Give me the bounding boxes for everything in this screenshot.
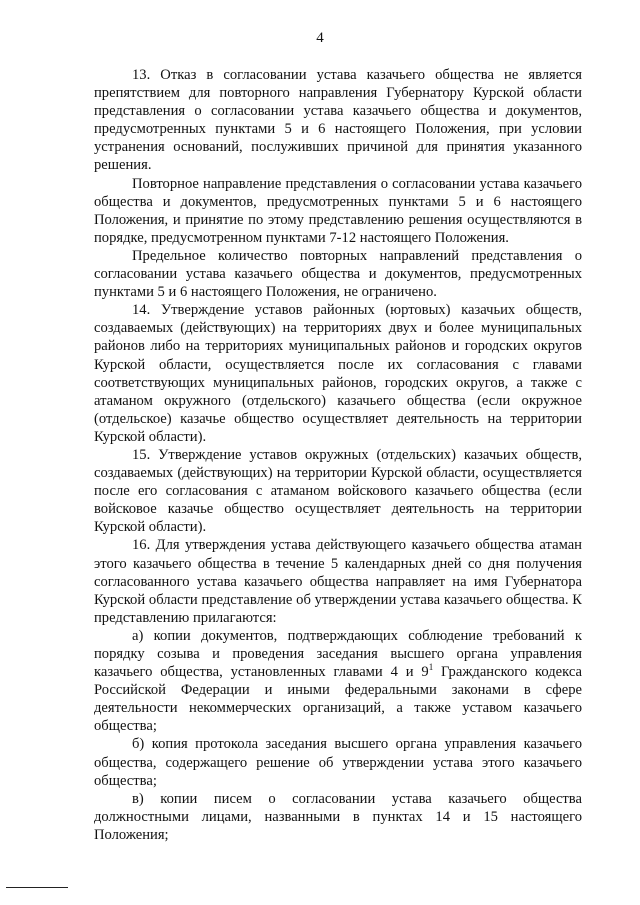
list-item-c: в) копии писем о согласовании устава казачьего общества должностными лицами, названными в пунктах 14 и 15 настоящего Положения;: [94, 790, 582, 843]
list-item-a-text: а) копии документов, подтверждающих соблюдение требований к порядку созыва и проведения заседания высшего органа управления казачьего общества, установленных главами 4 и 9: [94, 627, 582, 681]
footer-divider: [6, 887, 68, 888]
paragraph-14: 14. Утверждение уставов районных (юртовых) казачьих обществ, создаваемых (действующих) на территориях двух и более муниципальных районов либо на территориях муниципальных районов и городских округов Курской области, осуществляется после их согласования с главами соответствующих муниципальных районов, городских округов, а также с атаманом окружного (отдельского) казачьего общества (если окружное (отдельское) казачье общество осуществляет деятельность на территории Курской области).: [94, 302, 582, 445]
paragraph-submission-limit: Предельное количество повторных направлений представления о согласовании устава казачьего общества и документов, предусмотренных пунктами 5 и 6 настоящего Положения, не ограничено.: [94, 247, 582, 301]
paragraph-repeat-submission: Повторное направление представления о согласовании устава казачьего общества и документов, предусмотренных пунктами 5 и 6 настоящего Положения, и принятие по этому представлению решения осуществляются в порядке, предусмотренном пунктами 7-12 настоящего Положения.: [94, 175, 582, 246]
list-item-a-superscript: 1: [428, 662, 434, 673]
page-number: 4: [316, 30, 324, 46]
paragraph-16: 16. Для утверждения устава действующего казачьего общества атаман этого казачьего общества в течение 5 календарных дней со дня получения согласованного устава казачьего общества направляет на имя Губернатора Курской области представление об утверждении устава казачьего общества. К представлению прилагаются:: [94, 537, 582, 626]
list-item-b: б) копия протокола заседания высшего органа управления казачьего общества, содержащего решение об утверждении устава этого казачьего общества;: [94, 736, 582, 789]
list-item-a-text-end: Гражданского кодекса Российской Федерации и иными федеральными законами в сфере деятельности некоммерческих организаций, а также уставом казачьего общества;: [94, 664, 582, 735]
paragraph-15: 15. Утверждение уставов окружных (отдельских) казачьих обществ, создаваемых (действующих) на территории Курской области, осуществляется после его согласования с атаманом войскового казачьего общества (если войсковое казачье общество осуществляет деятельность на территории Курской области).: [94, 446, 582, 536]
document-body: [94, 66, 582, 844]
paragraph-13: 13. Отказ в согласовании устава казачьего общества не является препятствием для повторного направления Губернатору Курской области представления о согласовании устава казачьего общества и документов, предусмотренных пунктами 5 и 6 настоящего Положения, при условии устранения оснований, послуживших причиной для принятия указанного решения.: [94, 67, 582, 174]
list-item-a: [94, 627, 582, 736]
